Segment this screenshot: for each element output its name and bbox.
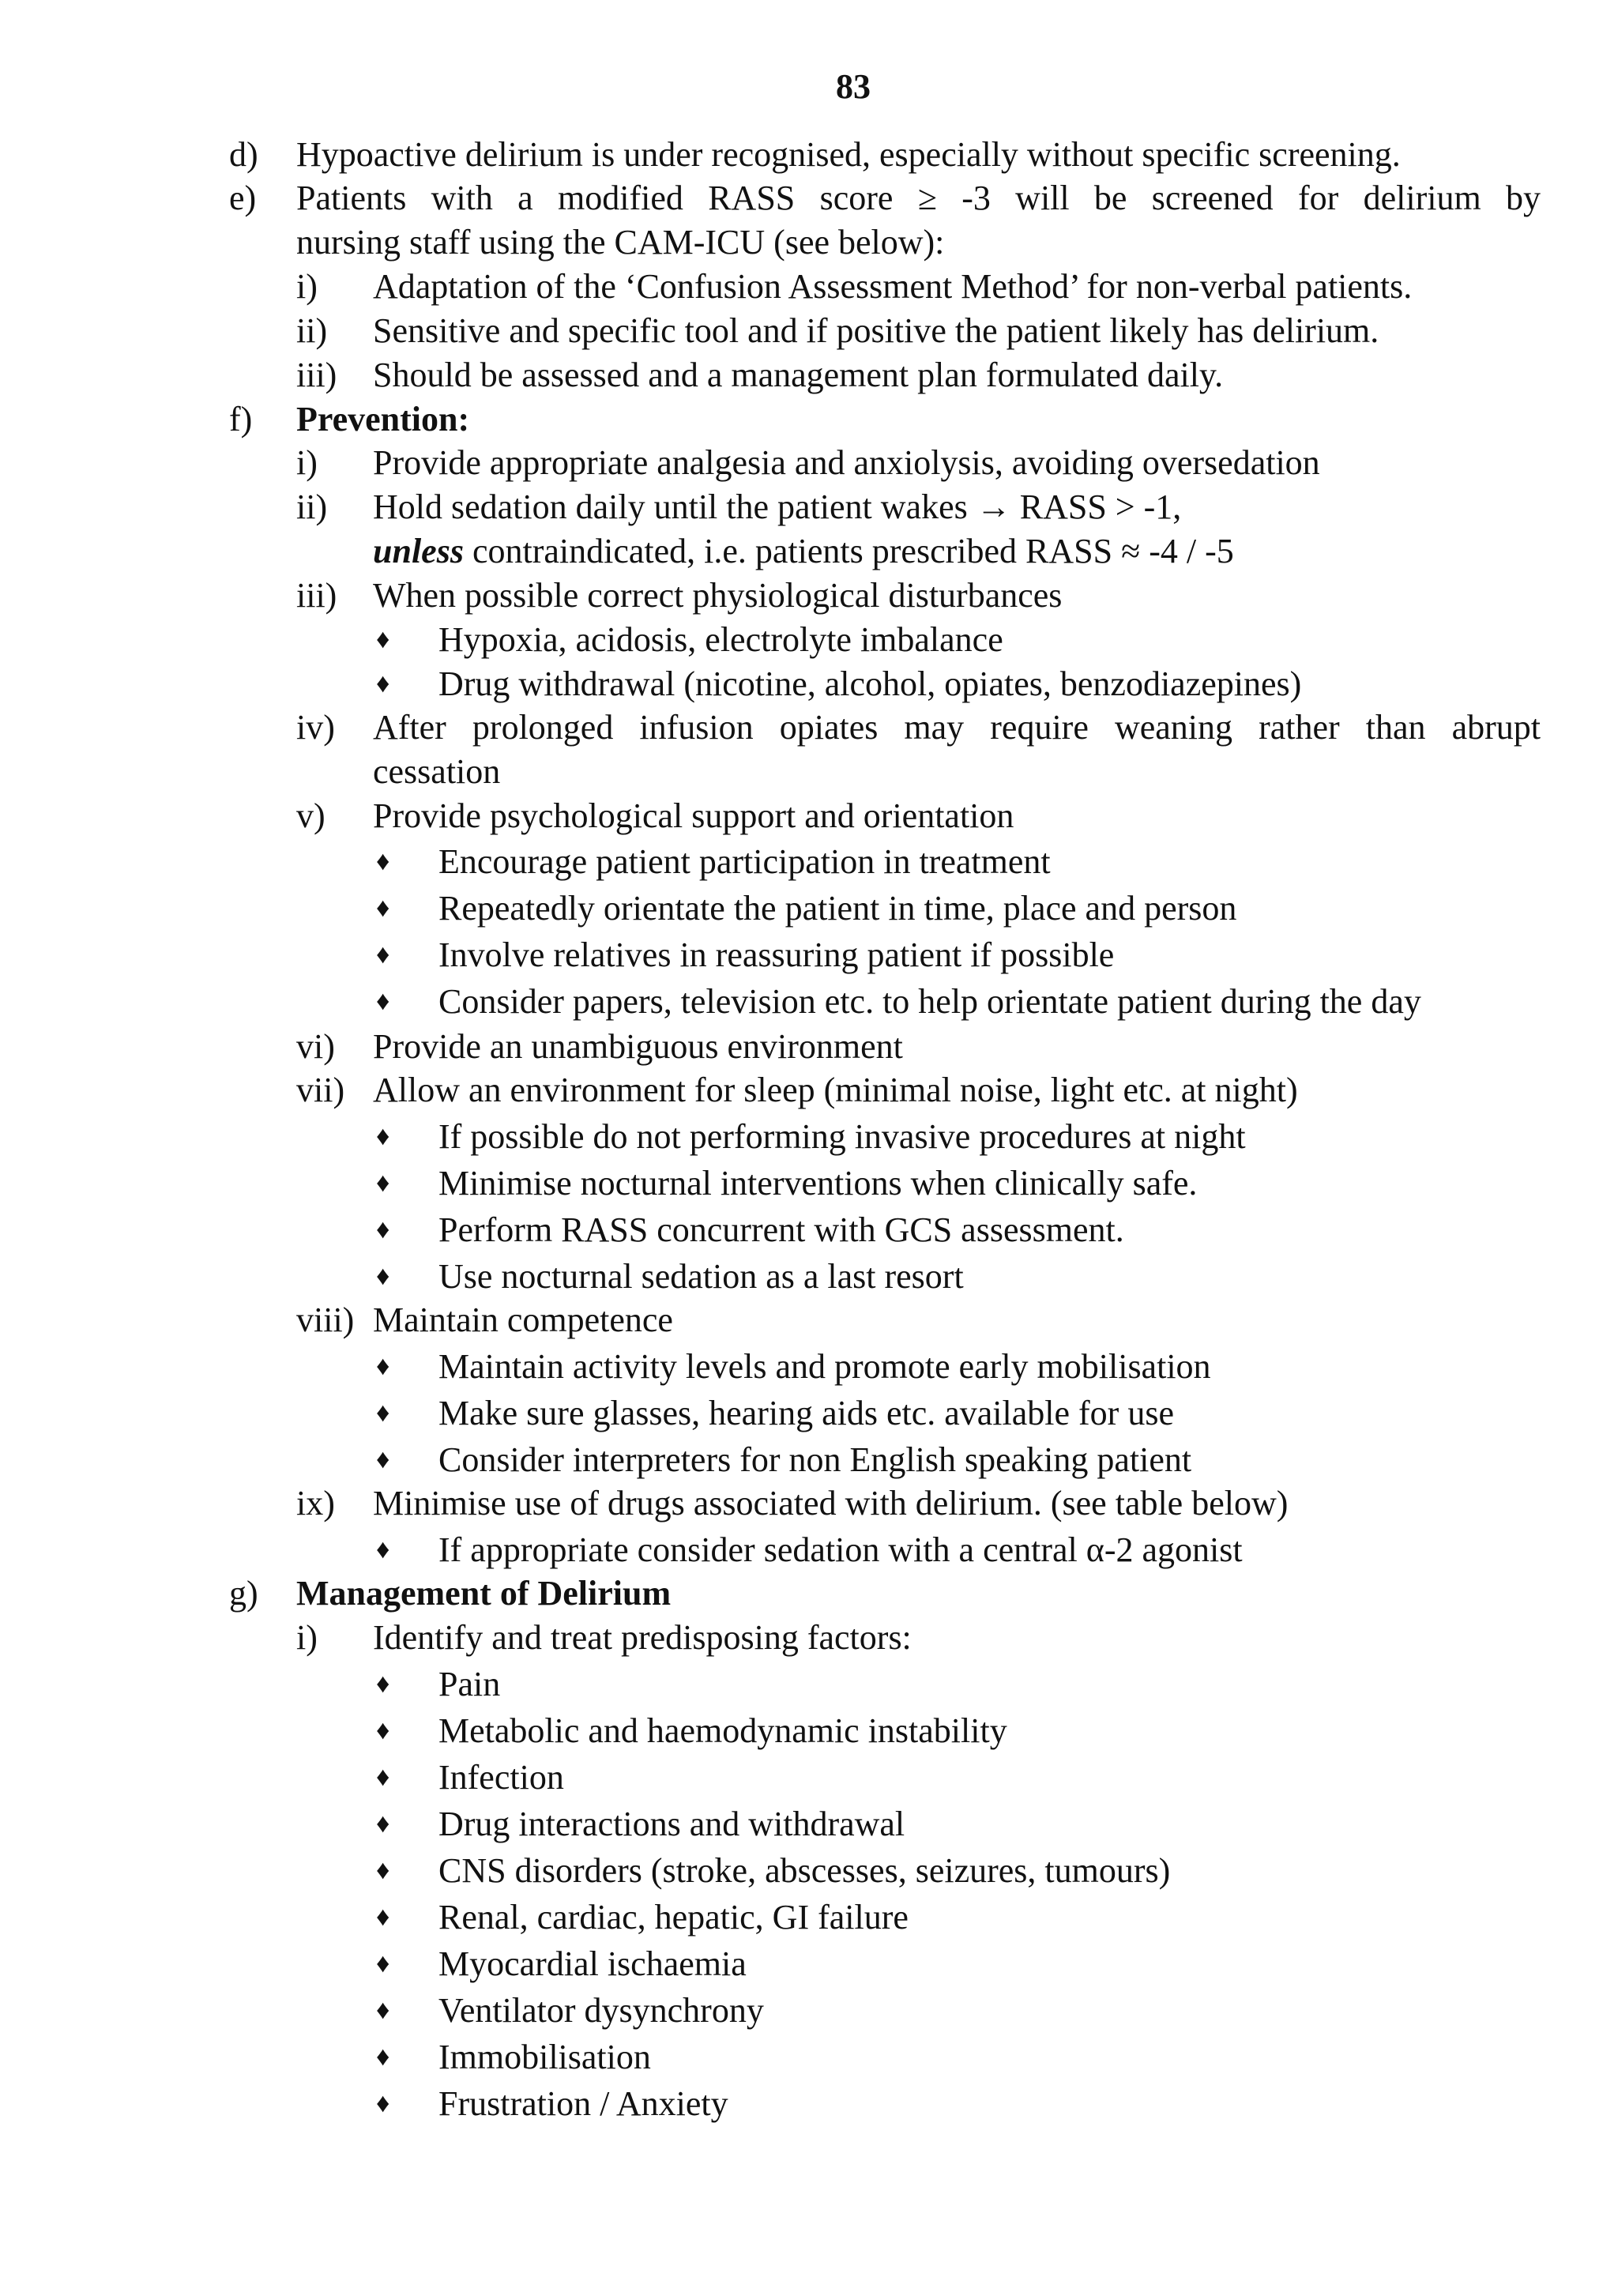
bullet-item: Myocardial ischaemia: [438, 1944, 747, 1983]
bullet-item: If appropriate consider sedation with a central α-2 agonist: [438, 1530, 1243, 1569]
diamond-bullet-icon: ♦: [376, 1809, 390, 1839]
list-item: Provide psychological support and orientation: [373, 796, 1014, 835]
bullet-item: Consider interpreters for non English speaking patient: [438, 1440, 1192, 1479]
bullet-item: Repeatedly orientate the patient in time, place and person: [438, 889, 1237, 928]
list-marker: i): [296, 267, 318, 306]
diamond-bullet-icon: ♦: [376, 1352, 390, 1381]
list-item: Allow an environment for sleep (minimal noise, light etc. at night): [373, 1071, 1298, 1109]
diamond-bullet-icon: ♦: [376, 1669, 390, 1699]
bullet-item: Involve relatives in reassuring patient if possible: [438, 935, 1115, 974]
bullet-item: If possible do not performing invasive procedures at night: [438, 1117, 1246, 1156]
bullet-item: Drug withdrawal (nicotine, alcohol, opiates, benzodiazepines): [438, 664, 1302, 703]
bullet-item: Perform RASS concurrent with GCS assessment.: [438, 1210, 1124, 1249]
bullet-item: Immobilisation: [438, 2038, 651, 2076]
diamond-bullet-icon: ♦: [376, 1262, 390, 1291]
list-item: [373, 529, 1234, 574]
diamond-bullet-icon: ♦: [376, 1716, 390, 1745]
bullet-item: Ventilator dysynchrony: [438, 1991, 764, 2030]
list-marker: ii): [296, 311, 328, 350]
bullet-item: Frustration / Anxiety: [438, 2084, 728, 2123]
list-item: When possible correct physiological disturbances: [373, 576, 1063, 615]
diamond-bullet-icon: ♦: [376, 1903, 390, 1932]
list-marker: viii): [296, 1300, 355, 1339]
diamond-bullet-icon: ♦: [376, 847, 390, 876]
list-marker: g): [229, 1574, 258, 1613]
section-heading: Management of Delirium: [296, 1574, 672, 1613]
diamond-bullet-icon: ♦: [376, 1398, 390, 1428]
bullet-item: CNS disorders (stroke, abscesses, seizures, tumours): [438, 1851, 1171, 1890]
list-item: Adaptation of the ‘Confusion Assessment Method’ for non-verbal patients.: [373, 267, 1413, 306]
bullet-item: Hypoxia, acidosis, electrolyte imbalance: [438, 620, 1003, 659]
diamond-bullet-icon: ♦: [376, 1169, 390, 1198]
diamond-bullet-icon: ♦: [376, 1856, 390, 1885]
diamond-bullet-icon: ♦: [376, 894, 390, 923]
list-item: Patients with a modified RASS score ≥ -3 will be screened for delirium by: [296, 179, 1541, 217]
list-item: Provide an unambiguous environment: [373, 1027, 903, 1066]
list-item: Hold sedation daily until the patient wakes → RASS > -1,: [373, 487, 1182, 526]
list-item: Hypoactive delirium is under recognised, especially without specific screening.: [296, 135, 1401, 174]
list-marker: f): [229, 400, 253, 438]
list-item: Provide appropriate analgesia and anxiolysis, avoiding oversedation: [373, 443, 1320, 482]
section-heading: Prevention:: [296, 400, 470, 438]
diamond-bullet-icon: ♦: [376, 2089, 390, 2118]
list-marker: e): [229, 179, 257, 217]
list-marker: i): [296, 443, 318, 482]
list-item: Should be assessed and a management plan formulated daily.: [373, 356, 1224, 394]
bullet-item: Renal, cardiac, hepatic, GI failure: [438, 1898, 909, 1937]
list-marker: d): [229, 135, 258, 174]
emphasis-text: unless: [373, 532, 464, 570]
list-item: cessation: [373, 752, 501, 791]
list-item-text: contraindicated, i.e. patients prescribed RASS ≈ -4 / -5: [463, 532, 1234, 570]
diamond-bullet-icon: ♦: [376, 1996, 390, 2025]
bullet-item: Consider papers, television etc. to help orientate patient during the day: [438, 982, 1421, 1021]
list-marker: iii): [296, 356, 337, 394]
bullet-item: Make sure glasses, hearing aids etc. available for use: [438, 1394, 1174, 1432]
page-number: 83: [836, 67, 871, 106]
diamond-bullet-icon: ♦: [376, 1122, 390, 1151]
diamond-bullet-icon: ♦: [376, 987, 390, 1016]
list-item: Sensitive and specific tool and if positive the patient likely has delirium.: [373, 311, 1379, 350]
diamond-bullet-icon: ♦: [376, 1215, 390, 1244]
list-marker: i): [296, 1618, 318, 1657]
list-item: Maintain competence: [373, 1300, 673, 1339]
list-item: After prolonged infusion opiates may require weaning rather than abrupt: [373, 708, 1541, 747]
bullet-item: Drug interactions and withdrawal: [438, 1805, 905, 1843]
bullet-item: Maintain activity levels and promote early mobilisation: [438, 1347, 1211, 1386]
list-marker: vi): [296, 1027, 335, 1066]
diamond-bullet-icon: ♦: [376, 625, 390, 654]
list-item: nursing staff using the CAM-ICU (see below):: [296, 223, 945, 262]
diamond-bullet-icon: ♦: [376, 2042, 390, 2072]
bullet-item: Use nocturnal sedation as a last resort: [438, 1257, 964, 1296]
diamond-bullet-icon: ♦: [376, 940, 390, 969]
bullet-item: Metabolic and haemodynamic instability: [438, 1711, 1007, 1750]
bullet-item: Infection: [438, 1758, 564, 1797]
bullet-item: Pain: [438, 1665, 501, 1703]
list-marker: vii): [296, 1071, 345, 1109]
bullet-item: Encourage patient participation in treatment: [438, 842, 1051, 881]
list-marker: v): [296, 796, 325, 835]
diamond-bullet-icon: ♦: [376, 669, 390, 698]
list-marker: iv): [296, 708, 335, 747]
diamond-bullet-icon: ♦: [376, 1763, 390, 1792]
list-marker: ix): [296, 1484, 335, 1523]
list-marker: iii): [296, 576, 337, 615]
list-item: Minimise use of drugs associated with delirium. (see table below): [373, 1484, 1289, 1523]
list-marker: ii): [296, 487, 328, 526]
diamond-bullet-icon: ♦: [376, 1445, 390, 1474]
bullet-item: Minimise nocturnal interventions when clinically safe.: [438, 1164, 1198, 1203]
list-item: Identify and treat predisposing factors:: [373, 1618, 912, 1657]
diamond-bullet-icon: ♦: [376, 1535, 390, 1564]
diamond-bullet-icon: ♦: [376, 1949, 390, 1978]
